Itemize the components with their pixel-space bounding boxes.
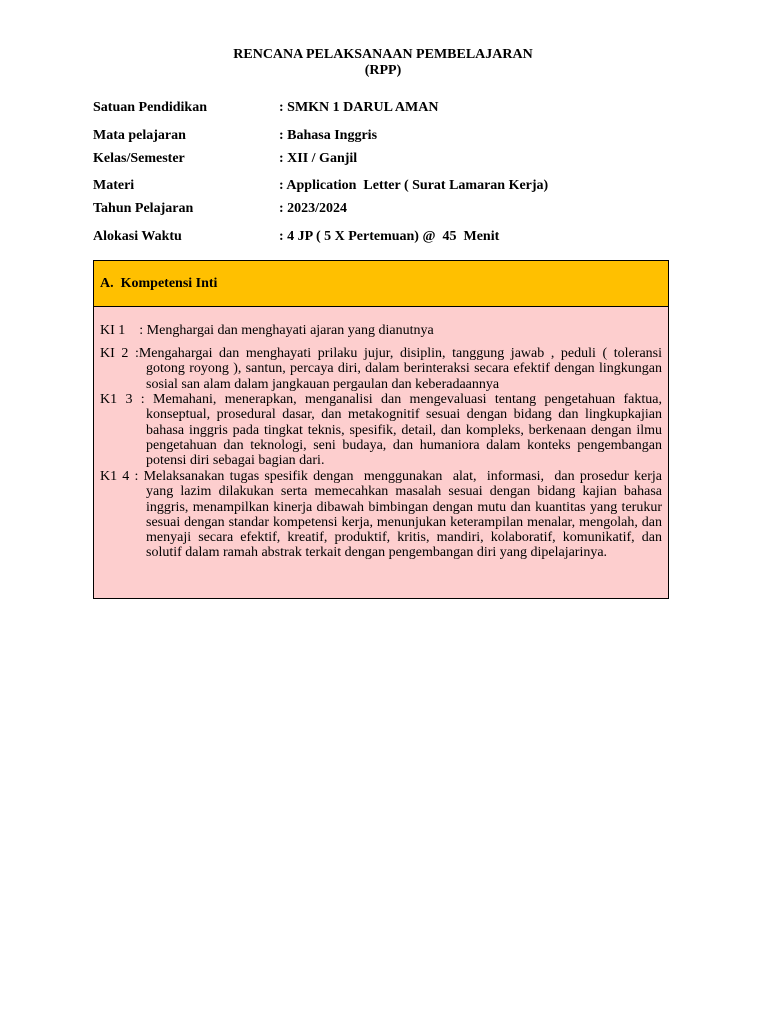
label-kelas-semester: Kelas/Semester xyxy=(93,151,185,166)
ki-2-text: KI 2 :Mengahargai dan menghayati prilaku jujur, disiplin, tanggung jawab , peduli ( toleransi gotong royong ), santun, percaya diri, dalam berinteraksi secara efektif dengan lingkungan sosial san alam dalam jangkauan pergaulan dan keberadaannya xyxy=(100,346,666,392)
ki-1-text: KI 1 : Menghargai dan menghayati ajaran yang dianutnya xyxy=(100,323,434,338)
value-alokasi-waktu: : 4 JP ( 5 X Pertemuan) @ 45 Menit xyxy=(279,229,500,244)
value-kelas-semester: : XII / Ganjil xyxy=(279,151,358,166)
ki-3-text: K1 3 : Memahani, menerapkan, menganalisi dan mengevaluasi tentang pengetahuan faktua, konseptual, prosedural dasar, dan metakognitif sesuai dengan bidang dan lingkupkajian bahasa inggris pada tingkat teknis, spesifik, detail, dan kompleks, berkenaan dengan ilmu pengetahuan dan teknologi, seni budaya, dan humaniora dalam konteks pengembangan potensi diri sebagai bagian dari. xyxy=(100,392,666,469)
document-subtitle: (RPP) xyxy=(364,63,402,78)
document-title: RENCANA PELAKSANAAN PEMBELAJARAN xyxy=(233,47,533,62)
ki-4-text: K1 4 : Melaksanakan tugas spesifik dengan menggunakan alat, informasi, dan prosedur kerja yang lazim dilakukan serta memecahkan masalah sesuai dengan bidang kajian bahasa inggris, menampilkan kinerja dibawah bimbingan dengan mutu dan kuantitas yang terukur sesuai dengan standar kompetensi kerja, menunjukan keterampilan menalar, mengolah, dan menyaji secara efektif, kreatif, produktif, kritis, mandiri, kolaboratif, komunikatif, dan solutif dalam ramah abstrak terkait dengan pengembangan diri yang dipelajarinya. xyxy=(100,469,666,561)
value-mata-pelajaran: : Bahasa Inggris xyxy=(279,128,378,143)
value-satuan-pendidikan: : SMKN 1 DARUL AMAN xyxy=(279,100,439,115)
label-tahun-pelajaran: Tahun Pelajaran xyxy=(93,201,194,216)
value-tahun-pelajaran: : 2023/2024 xyxy=(279,201,348,216)
label-materi: Materi xyxy=(93,178,135,193)
label-satuan-pendidikan: Satuan Pendidikan xyxy=(93,100,207,115)
kompetensi-inti-header xyxy=(94,261,668,307)
label-mata-pelajaran: Mata pelajaran xyxy=(93,128,186,143)
value-materi: : Application Letter ( Surat Lamaran Kerja) xyxy=(279,178,549,193)
kompetensi-inti-table xyxy=(93,260,669,599)
label-alokasi-waktu: Alokasi Waktu xyxy=(93,229,182,244)
kompetensi-inti-heading: A. Kompetensi Inti xyxy=(100,276,218,291)
